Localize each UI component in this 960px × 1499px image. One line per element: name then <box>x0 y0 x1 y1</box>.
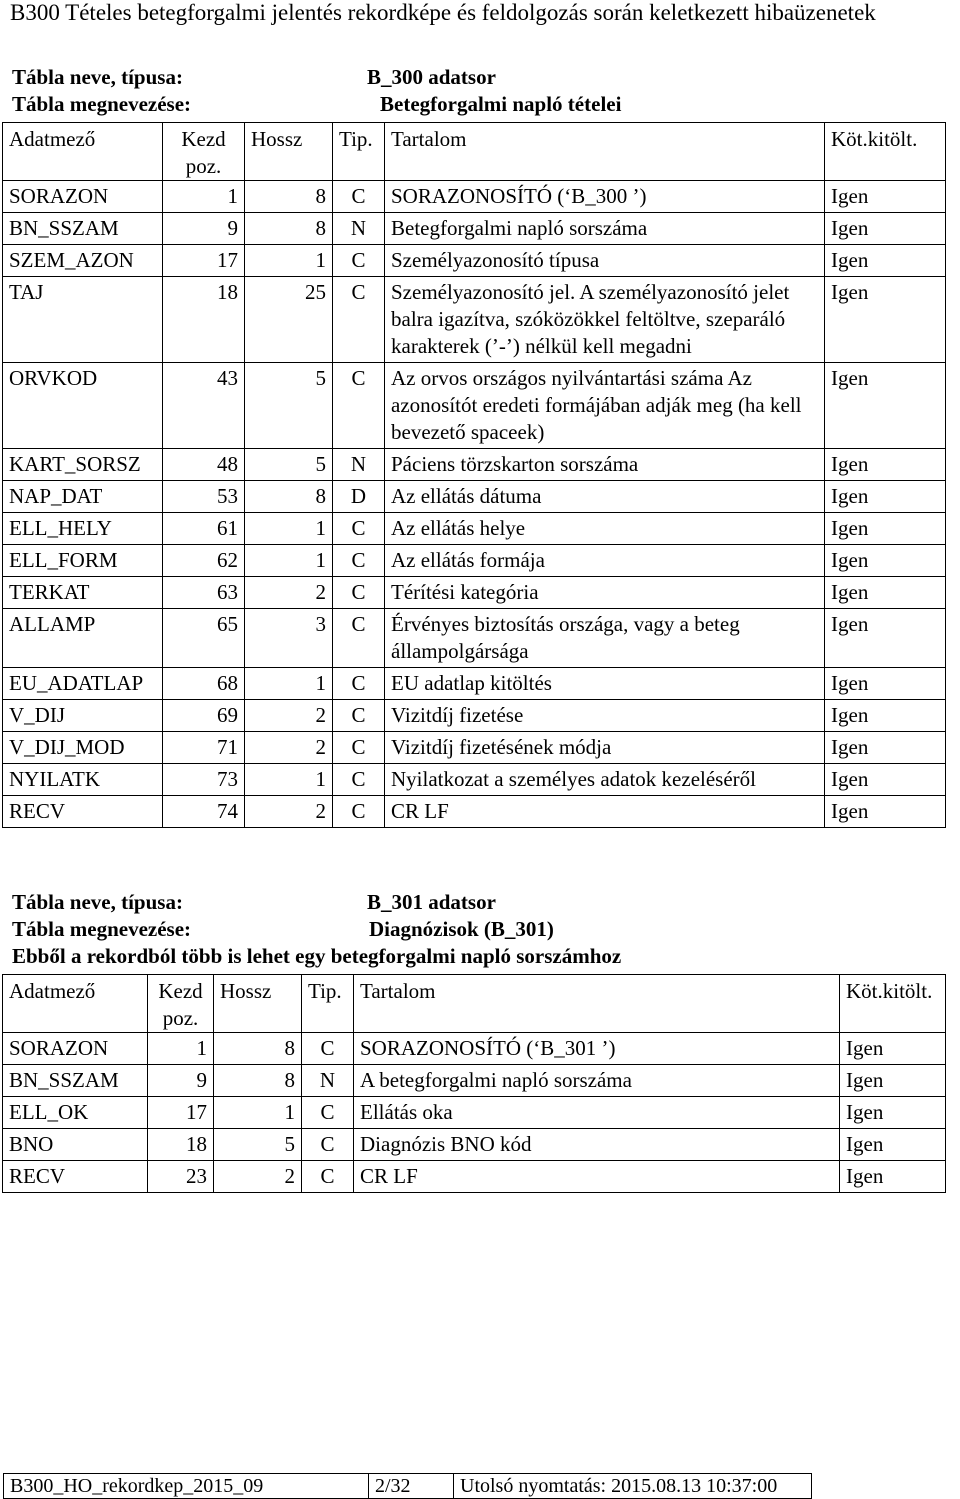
cell-type: C <box>333 245 385 277</box>
cell-start: 65 <box>163 609 245 668</box>
cell-type: C <box>333 363 385 449</box>
cell-required: Igen <box>825 796 946 828</box>
cell-field: ELL_OK <box>3 1097 148 1129</box>
cell-content: CR LF <box>385 796 825 828</box>
cell-content: Az orvos országos nyilvántartási száma Az azonosítót eredeti formájában adják meg (ha kell bevezető spaceek) <box>385 363 825 449</box>
cell-required: Igen <box>825 545 946 577</box>
table-row <box>3 213 946 245</box>
table-row <box>3 1065 946 1097</box>
col-header-start <box>148 975 214 1033</box>
cell-content: SORAZONOSÍTÓ (‘B_301 ’) <box>354 1033 840 1065</box>
table-body <box>3 181 946 828</box>
cell-length: 2 <box>245 700 333 732</box>
cell-content: Személyazonosító jel. A személyazonosító jelet balra igazítva, szóközökkel feltöltve, szeparáló karakterek (’-’) nélkül kell megadni <box>385 277 825 363</box>
cell-required: Igen <box>825 732 946 764</box>
cell-start: 61 <box>163 513 245 545</box>
table-row <box>3 1161 946 1193</box>
cell-start: 68 <box>163 668 245 700</box>
table-name-label: Tábla neve, típusa: <box>12 65 183 89</box>
cell-required: Igen <box>825 577 946 609</box>
cell-field: BNO <box>3 1129 148 1161</box>
cell-field: TAJ <box>3 277 163 363</box>
cell-field: SORAZON <box>3 1033 148 1065</box>
cell-content: Diagnózis BNO kód <box>354 1129 840 1161</box>
record-table-b301 <box>2 974 946 1193</box>
cell-start: 74 <box>163 796 245 828</box>
footer-page-number: 2/32 <box>369 1474 454 1499</box>
cell-type: C <box>333 764 385 796</box>
table-row <box>3 449 946 481</box>
cell-field: BN_SSZAM <box>3 1065 148 1097</box>
cell-content: Vizitdíj fizetésének módja <box>385 732 825 764</box>
cell-length: 5 <box>245 363 333 449</box>
cell-required: Igen <box>825 700 946 732</box>
col-header-start <box>163 123 245 181</box>
cell-type: D <box>333 481 385 513</box>
cell-type: C <box>333 732 385 764</box>
cell-start: 23 <box>148 1161 214 1193</box>
footer-print-date: Utolsó nyomtatás: 2015.08.13 10:37:00 <box>454 1474 812 1499</box>
cell-field: RECV <box>3 796 163 828</box>
col-header-required: Köt.kitölt. <box>825 123 946 181</box>
cell-field: V_DIJ <box>3 700 163 732</box>
cell-field: ELL_FORM <box>3 545 163 577</box>
cell-type: C <box>302 1129 354 1161</box>
cell-type: C <box>333 277 385 363</box>
cell-content: Nyilatkozat a személyes adatok kezeléséről <box>385 764 825 796</box>
table-note: Ebből a rekordból több is lehet egy betegforgalmi napló sorszámhoz <box>12 944 622 968</box>
cell-start: 1 <box>148 1033 214 1065</box>
cell-content: Ellátás oka <box>354 1097 840 1129</box>
cell-required: Igen <box>825 513 946 545</box>
cell-required: Igen <box>825 363 946 449</box>
table-row <box>3 1129 946 1161</box>
col-header-length: Hossz <box>214 975 302 1033</box>
cell-content: Az ellátás helye <box>385 513 825 545</box>
table-desc-label: Tábla megnevezése: <box>12 917 192 941</box>
cell-length: 8 <box>245 181 333 213</box>
cell-length: 5 <box>214 1129 302 1161</box>
table-desc-label: Tábla megnevezése: <box>12 92 192 116</box>
cell-length: 8 <box>214 1033 302 1065</box>
cell-content: Betegforgalmi napló sorszáma <box>385 213 825 245</box>
cell-start: 62 <box>163 545 245 577</box>
table-row <box>3 481 946 513</box>
cell-content: Érvényes biztosítás országa, vagy a beteg állampolgársága <box>385 609 825 668</box>
cell-type: C <box>333 609 385 668</box>
table-row <box>3 277 946 363</box>
cell-required: Igen <box>840 1033 946 1065</box>
cell-start: 18 <box>148 1129 214 1161</box>
cell-length: 1 <box>245 764 333 796</box>
cell-type: C <box>333 668 385 700</box>
cell-start: 63 <box>163 577 245 609</box>
table-row <box>3 764 946 796</box>
cell-start: 43 <box>163 363 245 449</box>
cell-required: Igen <box>825 764 946 796</box>
cell-field: BN_SSZAM <box>3 213 163 245</box>
table-row <box>3 513 946 545</box>
table-name-value: B_301 adatsor <box>367 890 496 914</box>
cell-length: 1 <box>214 1097 302 1129</box>
cell-field: SORAZON <box>3 181 163 213</box>
cell-required: Igen <box>825 213 946 245</box>
cell-type: C <box>333 513 385 545</box>
cell-content: CR LF <box>354 1161 840 1193</box>
cell-type: C <box>333 181 385 213</box>
cell-start: 17 <box>163 245 245 277</box>
cell-start: 1 <box>163 181 245 213</box>
cell-length: 1 <box>245 545 333 577</box>
table-row <box>3 363 946 449</box>
cell-type: C <box>302 1161 354 1193</box>
cell-length: 2 <box>245 577 333 609</box>
table-header-row <box>3 123 946 181</box>
cell-field: KART_SORSZ <box>3 449 163 481</box>
cell-required: Igen <box>825 181 946 213</box>
footer-doc-id: B300_HO_rekordkep_2015_09 <box>4 1474 369 1499</box>
cell-field: ALLAMP <box>3 609 163 668</box>
col-header-content: Tartalom <box>385 123 825 181</box>
record-table-b300 <box>2 122 946 828</box>
cell-length: 1 <box>245 513 333 545</box>
table-desc-value: Betegforgalmi napló tételei <box>380 92 622 116</box>
table-row <box>3 668 946 700</box>
col-header-content: Tartalom <box>354 975 840 1033</box>
cell-start: 9 <box>163 213 245 245</box>
cell-field: SZEM_AZON <box>3 245 163 277</box>
cell-field: NAP_DAT <box>3 481 163 513</box>
table-header-row <box>3 975 946 1033</box>
col-header-field: Adatmező <box>3 975 148 1033</box>
cell-type: C <box>333 700 385 732</box>
cell-field: RECV <box>3 1161 148 1193</box>
cell-length: 2 <box>245 796 333 828</box>
cell-required: Igen <box>840 1097 946 1129</box>
col-header-field: Adatmező <box>3 123 163 181</box>
cell-length: 1 <box>245 245 333 277</box>
cell-content: SORAZONOSÍTÓ (‘B_300 ’) <box>385 181 825 213</box>
cell-field: ORVKOD <box>3 363 163 449</box>
cell-start: 48 <box>163 449 245 481</box>
table-desc-value: Diagnózisok (B_301) <box>369 917 554 941</box>
table-row <box>3 700 946 732</box>
cell-type: N <box>333 449 385 481</box>
cell-start: 9 <box>148 1065 214 1097</box>
table-name-line <box>12 64 496 91</box>
table-name-label: Tábla neve, típusa: <box>12 890 183 914</box>
table-row <box>3 1097 946 1129</box>
table-name-value: B_300 adatsor <box>367 65 496 89</box>
cell-length: 2 <box>245 732 333 764</box>
cell-length: 2 <box>214 1161 302 1193</box>
cell-field: NYILATK <box>3 764 163 796</box>
cell-required: Igen <box>825 277 946 363</box>
cell-type: C <box>333 796 385 828</box>
cell-required: Igen <box>840 1161 946 1193</box>
col-header-required: Köt.kitölt. <box>840 975 946 1033</box>
table-name-line-2 <box>12 889 496 916</box>
cell-type: C <box>333 545 385 577</box>
cell-required: Igen <box>825 449 946 481</box>
cell-start: 71 <box>163 732 245 764</box>
cell-content: Személyazonosító típusa <box>385 245 825 277</box>
cell-start: 18 <box>163 277 245 363</box>
page-footer <box>3 1473 812 1499</box>
table-row <box>3 545 946 577</box>
cell-start: 17 <box>148 1097 214 1129</box>
table-row <box>3 796 946 828</box>
cell-required: Igen <box>840 1065 946 1097</box>
table-row <box>3 1033 946 1065</box>
cell-length: 3 <box>245 609 333 668</box>
table-row <box>3 577 946 609</box>
page-title: B300 Tételes betegforgalmi jelentés rekordképe és feldolgozás során keletkezett hibaüzenetek <box>10 0 876 25</box>
col-header-length: Hossz <box>245 123 333 181</box>
cell-length: 8 <box>245 213 333 245</box>
cell-content: EU adatlap kitöltés <box>385 668 825 700</box>
cell-field: TERKAT <box>3 577 163 609</box>
cell-required: Igen <box>840 1129 946 1161</box>
cell-content: Az ellátás dátuma <box>385 481 825 513</box>
cell-start: 73 <box>163 764 245 796</box>
table-row <box>3 245 946 277</box>
cell-type: C <box>302 1097 354 1129</box>
cell-required: Igen <box>825 668 946 700</box>
cell-length: 1 <box>245 668 333 700</box>
cell-length: 8 <box>245 481 333 513</box>
cell-content: Vizitdíj fizetése <box>385 700 825 732</box>
cell-type: C <box>333 577 385 609</box>
cell-length: 25 <box>245 277 333 363</box>
cell-type: N <box>302 1065 354 1097</box>
cell-required: Igen <box>825 609 946 668</box>
table-row <box>3 181 946 213</box>
cell-length: 8 <box>214 1065 302 1097</box>
cell-start: 53 <box>163 481 245 513</box>
cell-field: ELL_HELY <box>3 513 163 545</box>
table-desc-line <box>12 91 621 118</box>
cell-required: Igen <box>825 481 946 513</box>
cell-field: V_DIJ_MOD <box>3 732 163 764</box>
cell-type: N <box>333 213 385 245</box>
cell-type: C <box>302 1033 354 1065</box>
table-row <box>3 609 946 668</box>
cell-content: A betegforgalmi napló sorszáma <box>354 1065 840 1097</box>
cell-content: Az ellátás formája <box>385 545 825 577</box>
col-header-start-label: Kezd poz. <box>158 979 203 1030</box>
table-row <box>3 732 946 764</box>
cell-required: Igen <box>825 245 946 277</box>
table-body <box>3 1033 946 1193</box>
cell-start: 69 <box>163 700 245 732</box>
cell-length: 5 <box>245 449 333 481</box>
table-desc-line-2 <box>12 916 554 943</box>
col-header-type: Tip. <box>333 123 385 181</box>
cell-content: Térítési kategória <box>385 577 825 609</box>
cell-field: EU_ADATLAP <box>3 668 163 700</box>
cell-content: Páciens törzskarton sorszáma <box>385 449 825 481</box>
col-header-start-label: Kezd poz. <box>181 127 226 178</box>
col-header-type: Tip. <box>302 975 354 1033</box>
